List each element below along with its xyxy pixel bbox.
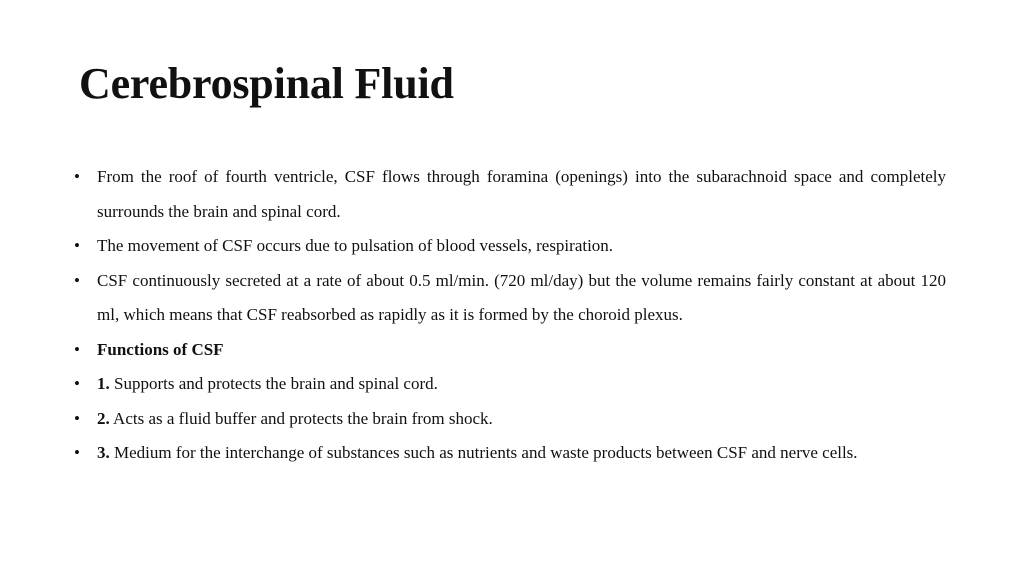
bullet-text: CSF continuously secreted at a rate of about 0.5 ml/min. (720 ml/day) but the volume remains fairly constant at about 120 ml, which means that CSF reabsorbed as rapidly as it is formed by the choroid plexus. [97,270,946,324]
bullet-list [74,160,946,471]
item-number: 1. [97,374,110,393]
bullet-text: The movement of CSF occurs due to pulsation of blood vessels, respiration. [97,236,614,255]
bullet-icon: • [74,443,80,462]
bullet-text: Supports and protects the brain and spinal cord. [109,374,438,393]
bullet-icon: • [74,374,80,393]
bullet-item [74,333,946,368]
bullet-item [74,436,946,471]
bullet-text: Medium for the interchange of substances such as nutrients and waste products between CSF and nerve cells. [109,443,858,462]
item-number: 3. [97,443,110,462]
bullet-icon: • [74,270,80,290]
bullet-icon: • [74,339,80,359]
item-number: 2. [97,408,110,428]
bullet-item [74,160,946,229]
bullet-icon: • [74,167,80,186]
bullet-item [74,402,946,437]
bullet-item [74,264,946,333]
bullet-icon: • [74,408,80,428]
bullet-icon: • [74,236,80,255]
slide-title: Cerebrospinal Fluid [79,59,454,108]
bullet-text: From the roof of fourth ventricle, CSF flows through foramina (openings) into the subarachnoid space and completely surrounds the brain and spinal cord. [97,167,946,221]
bullet-item [74,229,946,264]
bullet-text: Acts as a fluid buffer and protects the brain from shock. [109,408,493,428]
section-heading: Functions of CSF [97,339,224,359]
bullet-item [74,367,946,402]
